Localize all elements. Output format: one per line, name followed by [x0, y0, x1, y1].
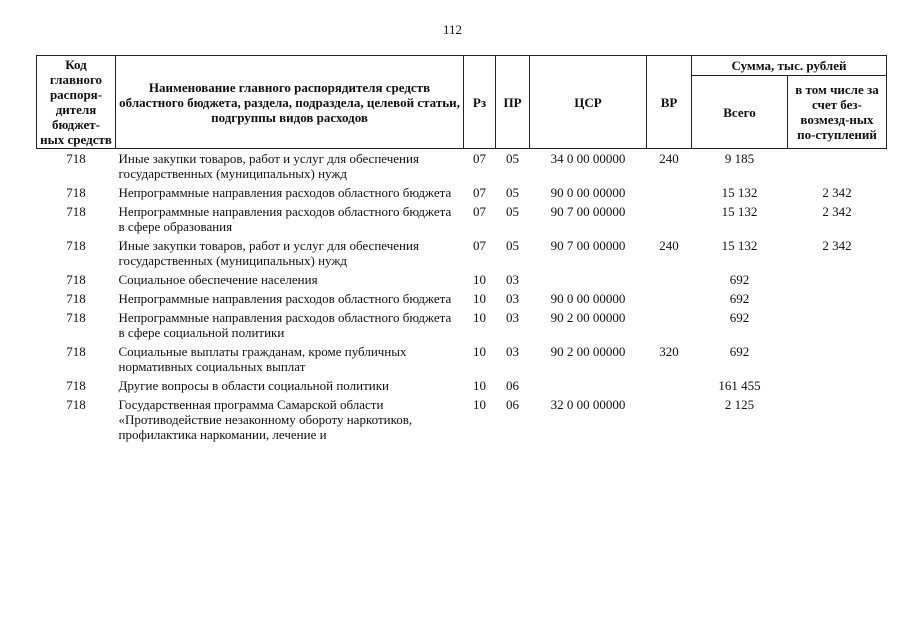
cell-rz: 07 [473, 238, 486, 253]
header-vr: ВР [647, 56, 692, 149]
page-number: 112 [442, 22, 463, 37]
cell-free [788, 289, 887, 308]
cell-rz: 07 [473, 185, 486, 200]
cell-pr: 03 [506, 310, 519, 325]
cell-code: 718 [66, 185, 86, 200]
cell-free [788, 149, 887, 184]
cell-name: Непрограммные направления расходов областного бюджета в сфере социальной политики [118, 310, 452, 340]
cell-rz: 10 [473, 310, 486, 325]
cell-name: Социальные выплаты гражданам, кроме публичных нормативных социальных выплат [118, 344, 407, 374]
header-free: в том числе за счет без-возмезд-ных по-ступлений [788, 76, 887, 149]
cell-pr: 06 [506, 397, 519, 412]
cell-name: Социальное обеспечение населения [118, 272, 318, 287]
cell-total: 9 185 [724, 151, 755, 166]
cell-rz: 10 [473, 397, 486, 412]
cell-name: Непрограммные направления расходов областного бюджета [118, 291, 452, 306]
cell-csr: 90 2 00 00000 [550, 344, 626, 359]
cell-name: Непрограммные направления расходов областного бюджета [118, 185, 452, 200]
cell-code: 718 [66, 397, 86, 412]
header-code: Код главного распоря-дителя бюджет-ных средств [37, 56, 116, 149]
cell-rz: 07 [473, 204, 486, 219]
cell-free: 2 342 [822, 238, 852, 253]
cell-vr [647, 395, 692, 444]
table-row [37, 308, 887, 342]
cell-name: Иные закупки товаров, работ и услуг для обеспечения государственных (муниципальных) нужд [118, 238, 419, 268]
cell-rz: 07 [473, 151, 486, 166]
cell-csr: 90 2 00 00000 [550, 310, 626, 325]
table-row [37, 376, 887, 395]
cell-name: Государственная программа Самарской области «Противодействие незаконному обороту наркотиков, профилактика наркомании, лечение и [118, 397, 413, 442]
table-row [37, 270, 887, 289]
header-total: Всего [692, 76, 788, 149]
cell-pr: 05 [506, 151, 519, 166]
cell-free [788, 270, 887, 289]
cell-pr: 06 [506, 378, 519, 393]
cell-vr [647, 270, 692, 289]
cell-vr [647, 289, 692, 308]
cell-name: Непрограммные направления расходов областного бюджета в сфере образования [118, 204, 452, 234]
cell-free [788, 342, 887, 376]
cell-rz: 10 [473, 291, 486, 306]
cell-free [788, 395, 887, 444]
cell-total: 15 132 [721, 204, 758, 219]
cell-free [788, 376, 887, 395]
cell-code: 718 [66, 378, 86, 393]
cell-pr: 05 [506, 238, 519, 253]
cell-free: 2 342 [822, 185, 852, 200]
cell-csr: 90 7 00 00000 [550, 204, 626, 219]
cell-vr: 240 [659, 151, 679, 166]
header-name: Наименование главного распорядителя средств областного бюджета, раздела, подраздела, целевой статьи, подгруппы видов расходов [116, 56, 464, 149]
cell-pr: 03 [506, 344, 519, 359]
cell-total: 692 [729, 291, 750, 306]
cell-code: 718 [66, 310, 86, 325]
cell-free: 2 342 [822, 204, 852, 219]
cell-total: 15 132 [721, 185, 758, 200]
cell-code: 718 [66, 204, 86, 219]
table-row [37, 183, 887, 202]
cell-pr: 03 [506, 291, 519, 306]
cell-csr: 90 7 00 00000 [550, 238, 626, 253]
cell-code: 718 [66, 344, 86, 359]
cell-vr [647, 183, 692, 202]
cell-vr [647, 202, 692, 236]
cell-csr: 90 0 00 00000 [550, 185, 626, 200]
cell-name: Иные закупки товаров, работ и услуг для обеспечения государственных (муниципальных) нужд [118, 151, 419, 181]
cell-total: 2 125 [724, 397, 755, 412]
cell-vr [647, 376, 692, 395]
table-header [37, 56, 887, 149]
header-csr: ЦСР [530, 56, 647, 149]
table-row [37, 149, 887, 184]
table-body [37, 149, 887, 445]
cell-vr: 320 [659, 344, 679, 359]
table-row [37, 289, 887, 308]
cell-total: 692 [729, 344, 750, 359]
cell-csr: 32 0 00 00000 [550, 397, 626, 412]
table-row [37, 202, 887, 236]
cell-rz: 10 [473, 344, 486, 359]
cell-vr: 240 [659, 238, 679, 253]
cell-rz: 10 [473, 272, 486, 287]
cell-code: 718 [66, 291, 86, 306]
cell-code: 718 [66, 272, 86, 287]
cell-total: 161 455 [718, 378, 761, 393]
cell-total: 692 [729, 310, 750, 325]
cell-csr: 90 0 00 00000 [550, 291, 626, 306]
header-rz: Рз [464, 56, 496, 149]
cell-total: 692 [729, 272, 750, 287]
cell-pr: 05 [506, 204, 519, 219]
header-pr: ПР [496, 56, 530, 149]
table-row [37, 236, 887, 270]
cell-csr [530, 270, 647, 289]
cell-name: Другие вопросы в области социальной политики [118, 378, 389, 393]
cell-pr: 03 [506, 272, 519, 287]
header-sum: Сумма, тыс. рублей [692, 56, 887, 76]
budget-table [36, 55, 887, 444]
cell-csr: 34 0 00 00000 [550, 151, 626, 166]
cell-total: 15 132 [721, 238, 758, 253]
table-row [37, 342, 887, 376]
cell-code: 718 [66, 151, 86, 166]
cell-csr [530, 376, 647, 395]
cell-free [788, 308, 887, 342]
cell-pr: 05 [506, 185, 519, 200]
table-row [37, 395, 887, 444]
cell-code: 718 [66, 238, 86, 253]
cell-vr [647, 308, 692, 342]
cell-rz: 10 [473, 378, 486, 393]
